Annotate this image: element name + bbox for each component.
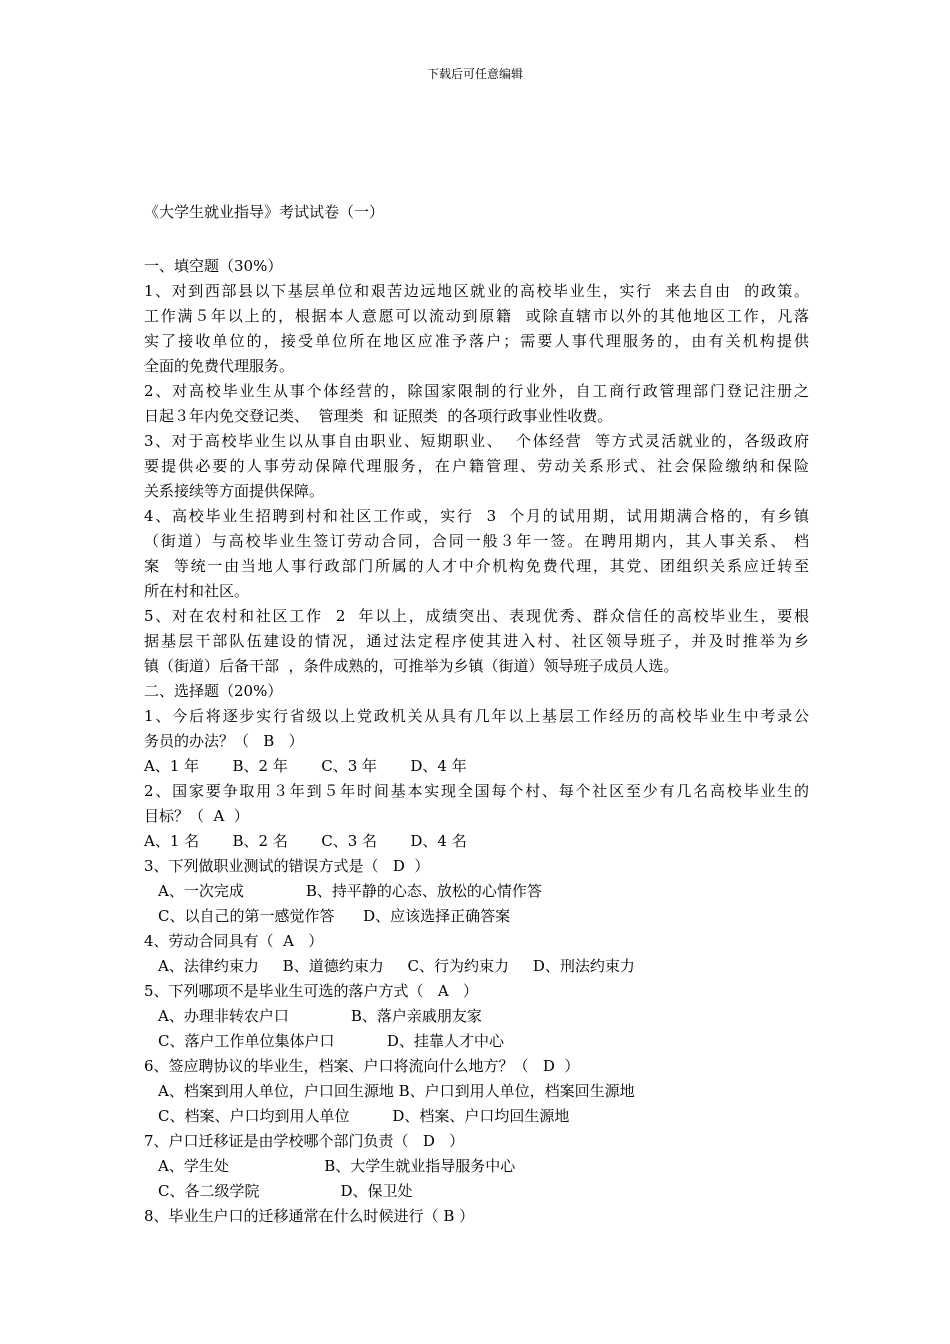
question-line: 工作满５年以上的，根据本人意愿可以流动到原籍 或除直辖市以外的其他地区工作，凡落 [144, 307, 809, 325]
question-line: 1、对到西部县以下基层单位和艰苦边远地区就业的高校毕业生，实行 来去自由 的政策。 [144, 282, 809, 300]
section-heading-choice: 二、选择题（20%） [144, 682, 283, 700]
question-line: 2、国家要争取用３年到５年时间基本实现全国每个村、每个社区至少有几名高校毕业生的 [144, 782, 809, 800]
question-line: 7、户口迁移证是由学校哪个部门负责（ D ） [144, 1132, 465, 1150]
question-line: 全面的免费代理服务。 [144, 357, 295, 375]
question-line: 4、高校毕业生招聘到村和社区工作或，实行 3 个月的试用期，试用期满合格的，有乡镇 [144, 507, 809, 525]
document-body [144, 200, 809, 1229]
question-line: 镇（街道）后备干部 ，条件成熟的，可推举为乡镇（街道）领导班子成员人选。 [144, 657, 679, 675]
option-line: C、以自己的第一感觉作答 D、应该选择正确答案 [158, 907, 511, 925]
question-line: 3、下列做职业测试的错误方式是（ D ） [144, 857, 430, 875]
question-line: 目标？（ A ） [144, 807, 249, 825]
option-line: A、1 年 B、2 年 C、3 年 D、4 年 [144, 757, 467, 775]
option-line: C、各二级学院 D、保卫处 [158, 1182, 413, 1200]
question-line: 2、对高校毕业生从事个体经营的，除国家限制的行业外，自工商行政管理部门登记注册之 [144, 382, 809, 400]
question-line: 关系接续等方面提供保障。 [144, 482, 325, 500]
option-line: A、1 名 B、2 名 C、3 名 D、4 名 [144, 832, 467, 850]
question-line: 案 等统一由当地人事行政部门所属的人才中介机构免费代理，其党、团组织关系应迁转至 [144, 557, 809, 575]
page-header: 下载后可任意编辑 [426, 67, 523, 81]
blank-line [144, 228, 809, 254]
question-line: 5、下列哪项不是毕业生可选的落户方式（ A ） [144, 982, 478, 1000]
section-heading-fill-blank: 一、填空题（30%） [144, 257, 283, 275]
option-line: A、办理非转农户口 B、落户亲戚朋友家 [158, 1007, 482, 1025]
question-line: 5、对在农村和社区工作 2 年以上，成绩突出、表现优秀、群众信任的高校毕业生，要根 [144, 607, 809, 625]
option-line: A、法律约束力 B、道德约束力 C、行为约束力 D、刑法约束力 [158, 957, 635, 975]
option-line: C、档案、户口均到用人单位 D、档案、户口均回生源地 [158, 1107, 570, 1125]
option-line: A、一次完成 B、持平静的心态、放松的心情作答 [158, 882, 542, 900]
question-line: 务员的办法？（ B ） [144, 732, 304, 750]
question-line: 据基层干部队伍建设的情况，通过法定程序使其进入村、社区领导班子，并及时推举为乡 [144, 632, 809, 650]
question-line: 实了接收单位的，接受单位所在地区应准予落户；需要人事代理服务的，由有关机构提供 [144, 332, 809, 350]
question-line: 日起３年内免交登记类、 管理类 和 证照类 的各项行政事业性收费。 [144, 407, 613, 425]
exam-title: 《大学生就业指导》考试试卷（一） [144, 203, 385, 221]
question-line: 3、对于高校毕业生以从事自由职业、短期职业、 个体经营 等方式灵活就业的，各级政府 [144, 432, 809, 450]
option-line: A、学生处 B、大学生就业指导服务中心 [158, 1157, 516, 1175]
option-line: A、档案到用人单位，户口回生源地 B、户口到用人单位，档案回生源地 [158, 1082, 635, 1100]
question-line: 所在村和社区。 [144, 582, 250, 600]
question-line: （街道）与高校毕业生签订劳动合同，合同一般３年一签。在聘用期内，其人事关系、 档 [144, 532, 809, 550]
option-line: C、落户工作单位集体户口 D、挂靠人才中心 [158, 1032, 504, 1050]
question-line: 8、毕业生户口的迁移通常在什么时候进行（ B ） [144, 1207, 475, 1225]
question-line: 要提供必要的人事劳动保障代理服务，在户籍管理、劳动关系形式、社会保险缴纳和保险 [144, 457, 809, 475]
question-line: 1、今后将逐步实行省级以上党政机关从具有几年以上基层工作经历的高校毕业生中考录公 [144, 707, 809, 725]
question-line: 6、签应聘协议的毕业生，档案、户口将流向什么地方？（ D ） [144, 1057, 580, 1075]
question-line: 4、劳动合同具有（ A ） [144, 932, 324, 950]
